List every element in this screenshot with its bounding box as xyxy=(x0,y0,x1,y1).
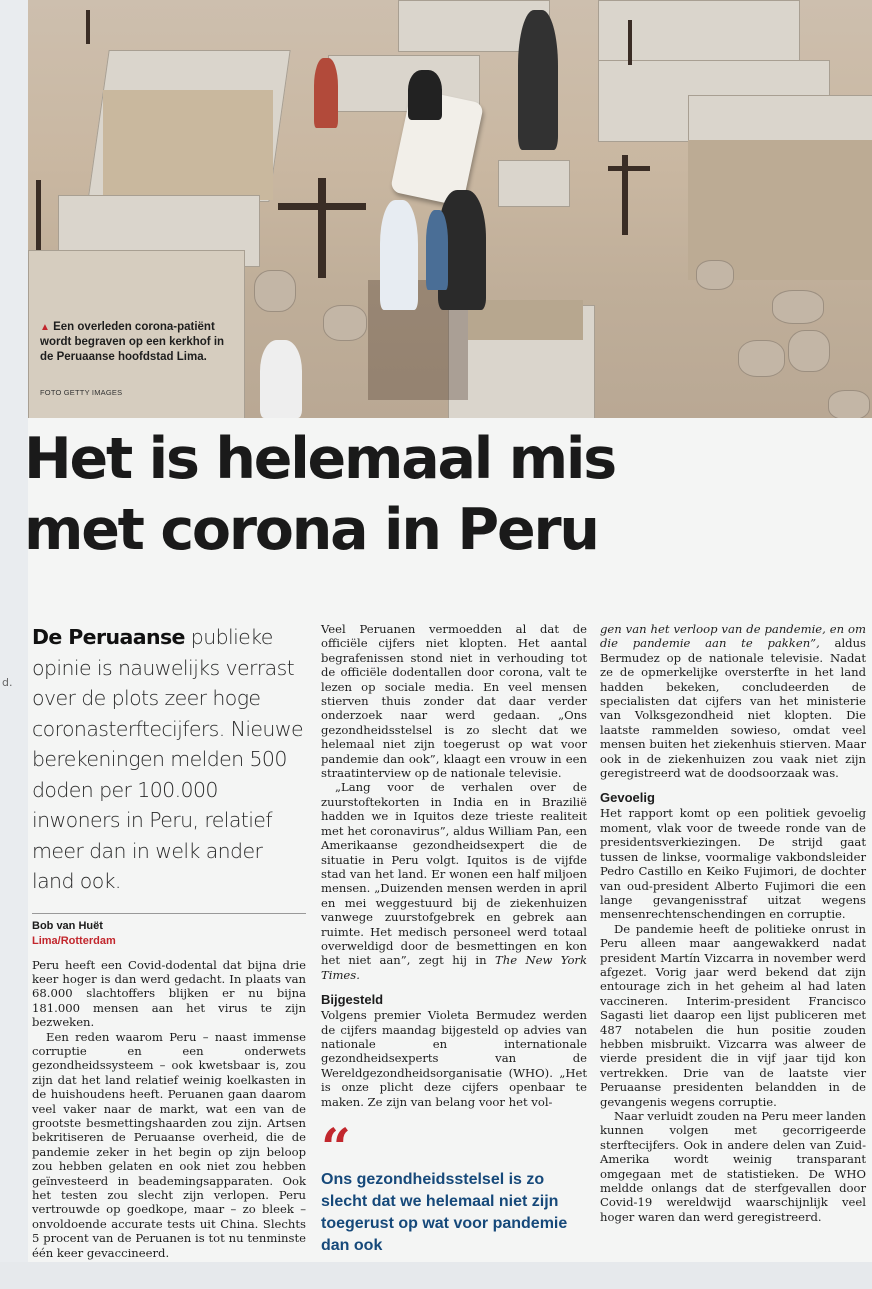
rock xyxy=(772,290,824,324)
person xyxy=(408,70,442,120)
cross xyxy=(608,166,650,171)
rock xyxy=(323,305,367,341)
lead-bold: De Peruaanse xyxy=(32,625,185,649)
subhead-gevoelig: Gevoelig xyxy=(600,790,655,806)
quote-mark-icon: “ xyxy=(321,1118,345,1179)
cemetery-photo xyxy=(28,0,872,418)
rock xyxy=(828,390,870,418)
pull-quote-text: Ons gezondheidsstelsel is zo slecht dat we helemaal niet zijn toegerust op wat voor pandemie dan ook xyxy=(321,1171,568,1254)
body-paragraph xyxy=(321,780,587,982)
lead-paragraph xyxy=(32,622,306,897)
body-paragraph: Naar verluidt zouden na Peru meer landen kunnen volgen met gecorrigeerde sterftecijfers. Ook in andere delen van Zuid-Amerika wordt weinig transparant omgegaan met de statistieken. De WHO meldde onlangs dat de sterfgevallen door Covid-19 wereldwijd waarschijnlijk veel hoger waren dan werd geregistreerd. xyxy=(600,1109,866,1224)
body-paragraph: Het rapport komt op een politiek gevoelig moment, vlak voor de tweede ronde van de presidentsverkiezingen. De strijd gaat tussen de linkse, voormalige vakbondsleider Pedro Castillo en Keiko Fujimori, de dochter van oud-president Alberto Fujimori die een lange gevangenisstraf uitzat wegens mensenrechtenschendingen en corruptie. xyxy=(600,806,866,922)
column-3 xyxy=(600,622,866,1224)
lead-text: publieke opinie is nauwelijks verrast over de plots zeer hoge coronasterftecijfers. Nieuwe berekeningen melden 500 doden per 100.000 inwoners in Peru, relatief meer dan in welk ander land ook. xyxy=(32,625,304,893)
headline xyxy=(24,424,864,566)
margin-mark: d. xyxy=(2,676,13,689)
byline-author: Bob van Huët xyxy=(32,919,103,932)
person xyxy=(380,200,418,310)
rock xyxy=(254,270,296,312)
tomb-wall xyxy=(688,140,872,280)
headline-line-1: Het is helemaal mis xyxy=(24,426,615,492)
person xyxy=(260,340,302,418)
body-paragraph: Veel Peruanen vermoedden al dat de officiële cijfers niet klopten. Het aantal begrafenissen stond niet in verhouding tot de officiële dodentallen door corona, valt te lezen op sociale media. En veel mensen stierven thuis zonder dat daar verder onderzoek naar werd gedaan. „Ons gezondheidsstelsel is zo slecht dat we helemaal niet zijn toegerust op wat voor pandemie dan ook”, klaagt een vrouw in een straatinterview op de nationale televisie. xyxy=(321,622,587,781)
person xyxy=(314,58,338,128)
body-paragraph: Peru heeft een Covid-dodental dat bijna drie keer hoger is dan werd gedacht. In plaats van 68.000 slachtoffers blijken er nu bijna 181.000 mensen aan het virus te zijn bezweken. xyxy=(32,957,306,1030)
rock xyxy=(696,260,734,290)
cross xyxy=(36,180,41,250)
body-text: aldus Bermudez op de nationale televisie. Nadat ze de opmerkelijke oversterfte in het land hadden bekeken, concludeerden de specialisten dat cijfers van het ministerie van Volksgezondheid niet klopten. Die laatste rammelden sowieso, omdat veel mensen buiten het ziekenhuis stierven. Maar ook in de ziekenhuizen zou vaak niet zijn geregistreerd wat de doodsoorzaak was. xyxy=(600,636,866,781)
tomb-wall xyxy=(468,300,583,340)
body-italic: gen van het verloop van de pandemie, en om die pandemie aan te pakken”, xyxy=(600,622,866,651)
rock xyxy=(738,340,785,377)
subhead-bijgesteld: Bijgesteld xyxy=(321,992,384,1008)
body-paragraph: Een reden waarom Peru – naast immense corruptie en een onderwets gezondheidssysteem – ook kwetsbaar is, zou zijn dat het land relatief weinig koelkasten in de huishoudens heeft. Peruanen gaan daarom veel vaker naar de markt, wat een van de grootste besmettingshaarden zou zijn. Artsen bekritiseren de Peruaanse overheid, die de pandemie zeker in het begin op zijn beloop zou hebben gelaten en ook niet zou hebben geïnvesteerd in beademingsapparaten. Ook het testen zou slecht zijn verlopen. Peru vertrouwde op goedkope, maar – zo bleek – onvoldoende accurate tests uit China. Slechts 5 procent van de Peruanen is tot nu tenminste één keer gevaccineerd. xyxy=(32,1029,306,1260)
rock xyxy=(788,330,830,372)
column-2 xyxy=(321,622,587,1277)
byline xyxy=(32,913,306,949)
pull-quote xyxy=(321,1118,587,1277)
column-1 xyxy=(32,622,306,1260)
body-paragraph: Volgens premier Violeta Bermudez werden de cijfers maandag bijgesteld op advies van nationale en internationale gezondheidsexperts van de Wereldgezondheidsorganisatie (WHO). „Het is onze plicht deze cijfers openbaar te maken. Ze zijn van belang voor het vol- xyxy=(321,1008,587,1109)
page-bottom-edge xyxy=(0,1262,872,1289)
newspaper-name: The New York Times. xyxy=(321,953,587,982)
caption-triangle-icon: ▲ xyxy=(40,322,50,333)
person xyxy=(426,210,448,290)
person xyxy=(518,10,558,150)
byline-place: Lima/Rotterdam xyxy=(32,934,116,947)
body-text: „Lang voor de verhalen over de zuurstoftekorten in India en in Brazilië hadden we in Iquitos deze trieste realiteit met het coronavirus”, aldus William Pan, een Amerikaanse gezondheidsexpert die de situatie in Peru volgt. Iquitos is de vijfde stad van het land. Er wonen een half miljoen mensen. „Duizenden mensen werden in april en mei weggestuurd bij de ziekenhuizen vanwege zuurstofgebrek en gebrek aan ruimte. Het medisch personeel werd totaal overweldigd door de besmettingen en kon het niet aan”, zegt hij in xyxy=(321,780,587,968)
headline-line-2: met corona in Peru xyxy=(24,497,598,563)
cross xyxy=(278,203,366,210)
tomb-wall xyxy=(103,90,273,200)
photo-caption xyxy=(40,320,230,365)
cross xyxy=(628,20,632,65)
tomb xyxy=(498,160,570,207)
body-paragraph xyxy=(600,622,866,780)
body-paragraph: De pandemie heeft de politieke onrust in Peru alleen maar aangewakkerd nadat president Martín Vizcarra in november werd afgezet. Vorig jaar werd bekend dat zijn entourage zich in het geheim al had laten vaccineren. Interim-president Francisco Sagasti liet daarop een lijst publiceren met 487 notabelen die hun positie zouden hebben misbruikt. Vizcarra was alweer de vierde president die in vijf jaar tijd kon vertrekken. Drie van de laatste vier Peruaanse presidenten belandden in de gevangenis wegens corruptie. xyxy=(600,921,866,1109)
page-edge xyxy=(0,0,28,1289)
caption-text: Een overleden corona-patiënt wordt begraven op een kerkhof in de Peruaanse hoofdstad Lima. xyxy=(40,321,225,363)
photo-credit: FOTO GETTY IMAGES xyxy=(40,388,123,397)
cross xyxy=(318,178,326,278)
cross xyxy=(86,10,90,44)
